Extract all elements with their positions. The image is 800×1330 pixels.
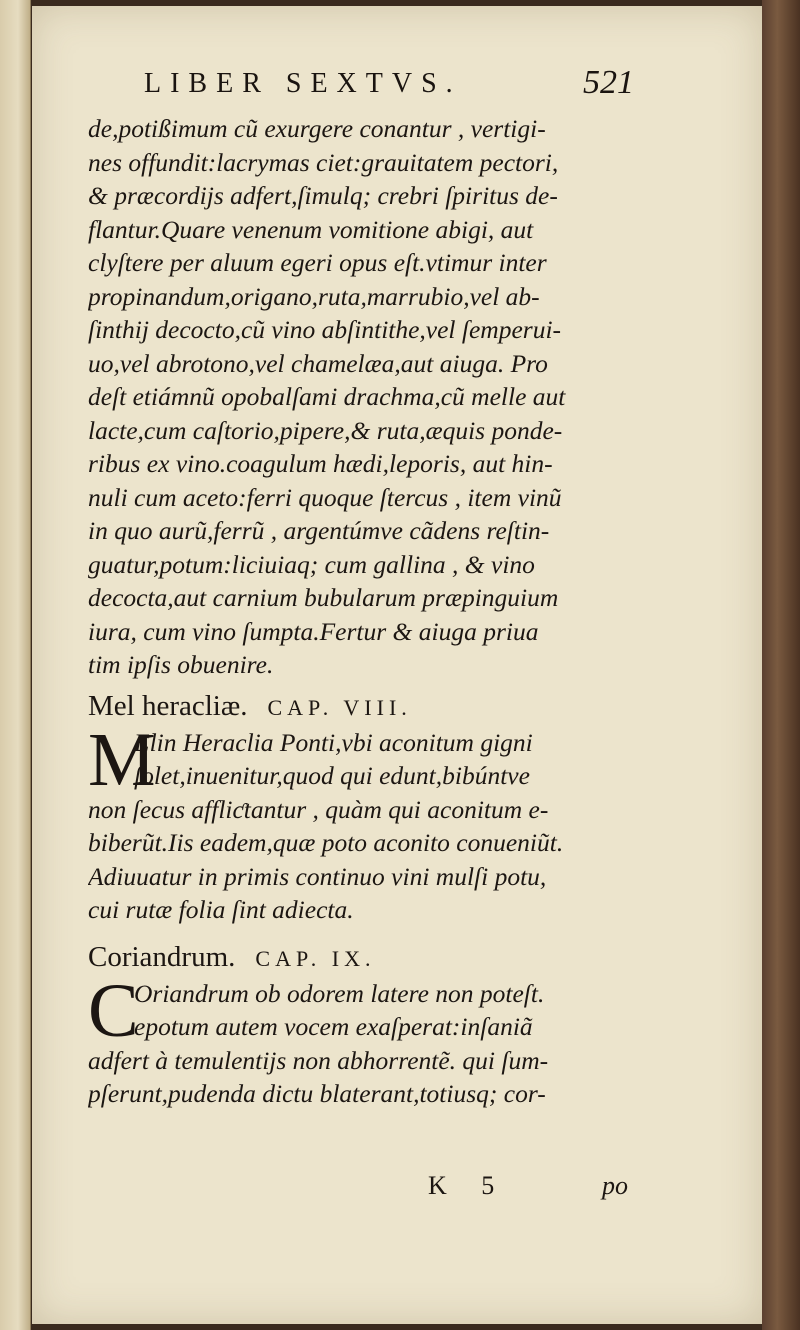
text-line: guatur,potum:liciuiaq; cum gallina , & vino	[88, 549, 535, 579]
text-line: ſinthij decocto,cũ vino abſintithe,vel ſemperui-	[88, 315, 562, 344]
text-line: cui rutæ folia ſint adiecta.	[88, 895, 354, 924]
chapter-heading	[88, 937, 628, 977]
chapter-label: CAP. VIII.	[267, 694, 412, 720]
drop-cap: M	[88, 717, 156, 802]
page-footer	[88, 1171, 628, 1211]
chapter-paragraph	[88, 968, 628, 1111]
text-line: Elin Heraclia Ponti,vbi aconitum gigni	[134, 727, 533, 757]
main-text	[88, 112, 628, 1111]
page-header	[144, 64, 634, 108]
page-number: 521	[583, 64, 634, 101]
text-line: in quo aurũ,ferrũ , argentúmve cãdens reſtin-	[88, 516, 550, 545]
text-line: decocta,aut carnium bubularum præpinguium	[88, 583, 559, 612]
text-line: Oriandrum ob odorem latere non poteſt.	[134, 978, 545, 1008]
drop-cap: C	[88, 968, 139, 1053]
text-line: ribus ex vino.coagulum hædi,leporis, aut hin-	[88, 449, 553, 478]
text-line: epotum autem vocem exaſperat:inſaniã	[134, 1012, 533, 1041]
text-line: de,potißimum cũ exurgere conantur , vertigi-	[88, 114, 546, 143]
text-line: flantur.Quare venenum vomitione abigi, aut	[88, 214, 534, 244]
facing-page-edge	[0, 0, 31, 1330]
text-line: ſolet,inuenitur,quod qui edunt,bibúntve	[134, 761, 530, 790]
book-page	[32, 6, 762, 1324]
text-line: propinandum,origano,ruta,marrubio,vel ab-	[88, 281, 540, 311]
text-line: nuli cum aceto:ferri quoque ſtercus , item vinũ	[88, 482, 562, 512]
chapter-heading	[88, 686, 628, 726]
text-line: uo,vel abrotono,vel chamelæa,aut aiuga. Pro	[88, 348, 548, 378]
chapter-title: Coriandrum.	[88, 940, 236, 973]
text-line: pſerunt,pudenda dictu blaterant,totiusq; cor-	[88, 1079, 546, 1108]
text-line: clyſtere per aluum egeri opus eſt.vtimur inter	[88, 248, 547, 277]
text-line: deſt etiámnũ opobalſami drachma,cũ melle aut	[88, 382, 566, 411]
text-line: nes offundit:lacrymas ciet:grauitatem pectori,	[88, 147, 559, 177]
text-line: non ſecus affliƈtantur , quàm qui aconitum e-	[88, 794, 549, 824]
running-title: LIBER SEXTVS.	[144, 68, 462, 99]
text-line: lacte,cum caſtorio,pipere,& ruta,æquis ponde-	[88, 415, 563, 445]
chapter-label: CAP. IX.	[255, 945, 376, 971]
signature-mark: K 5	[428, 1171, 509, 1200]
catchword: po	[602, 1171, 628, 1200]
text-line: & præcordijs adfert,ſimulq; crebri ſpiritus de-	[88, 181, 558, 210]
section-intro	[88, 112, 628, 682]
book-binding-edge	[762, 0, 800, 1330]
text-line: tim ipſis obuenire.	[88, 650, 274, 679]
text-line: biberũt.Iis eadem,quæ poto aconito conueniũt.	[88, 828, 564, 857]
text-line: iura, cum vino ſumpta.Fertur & aiuga priua	[88, 616, 539, 646]
chapter-title: Mel heracliæ.	[88, 689, 248, 722]
text-line: adfert à temulentijs non abhorrentẽ. qui ſum-	[88, 1045, 549, 1075]
text-line: Adiuuatur in primis continuo vini mulſi potu,	[88, 861, 547, 891]
chapter-paragraph	[88, 717, 628, 927]
